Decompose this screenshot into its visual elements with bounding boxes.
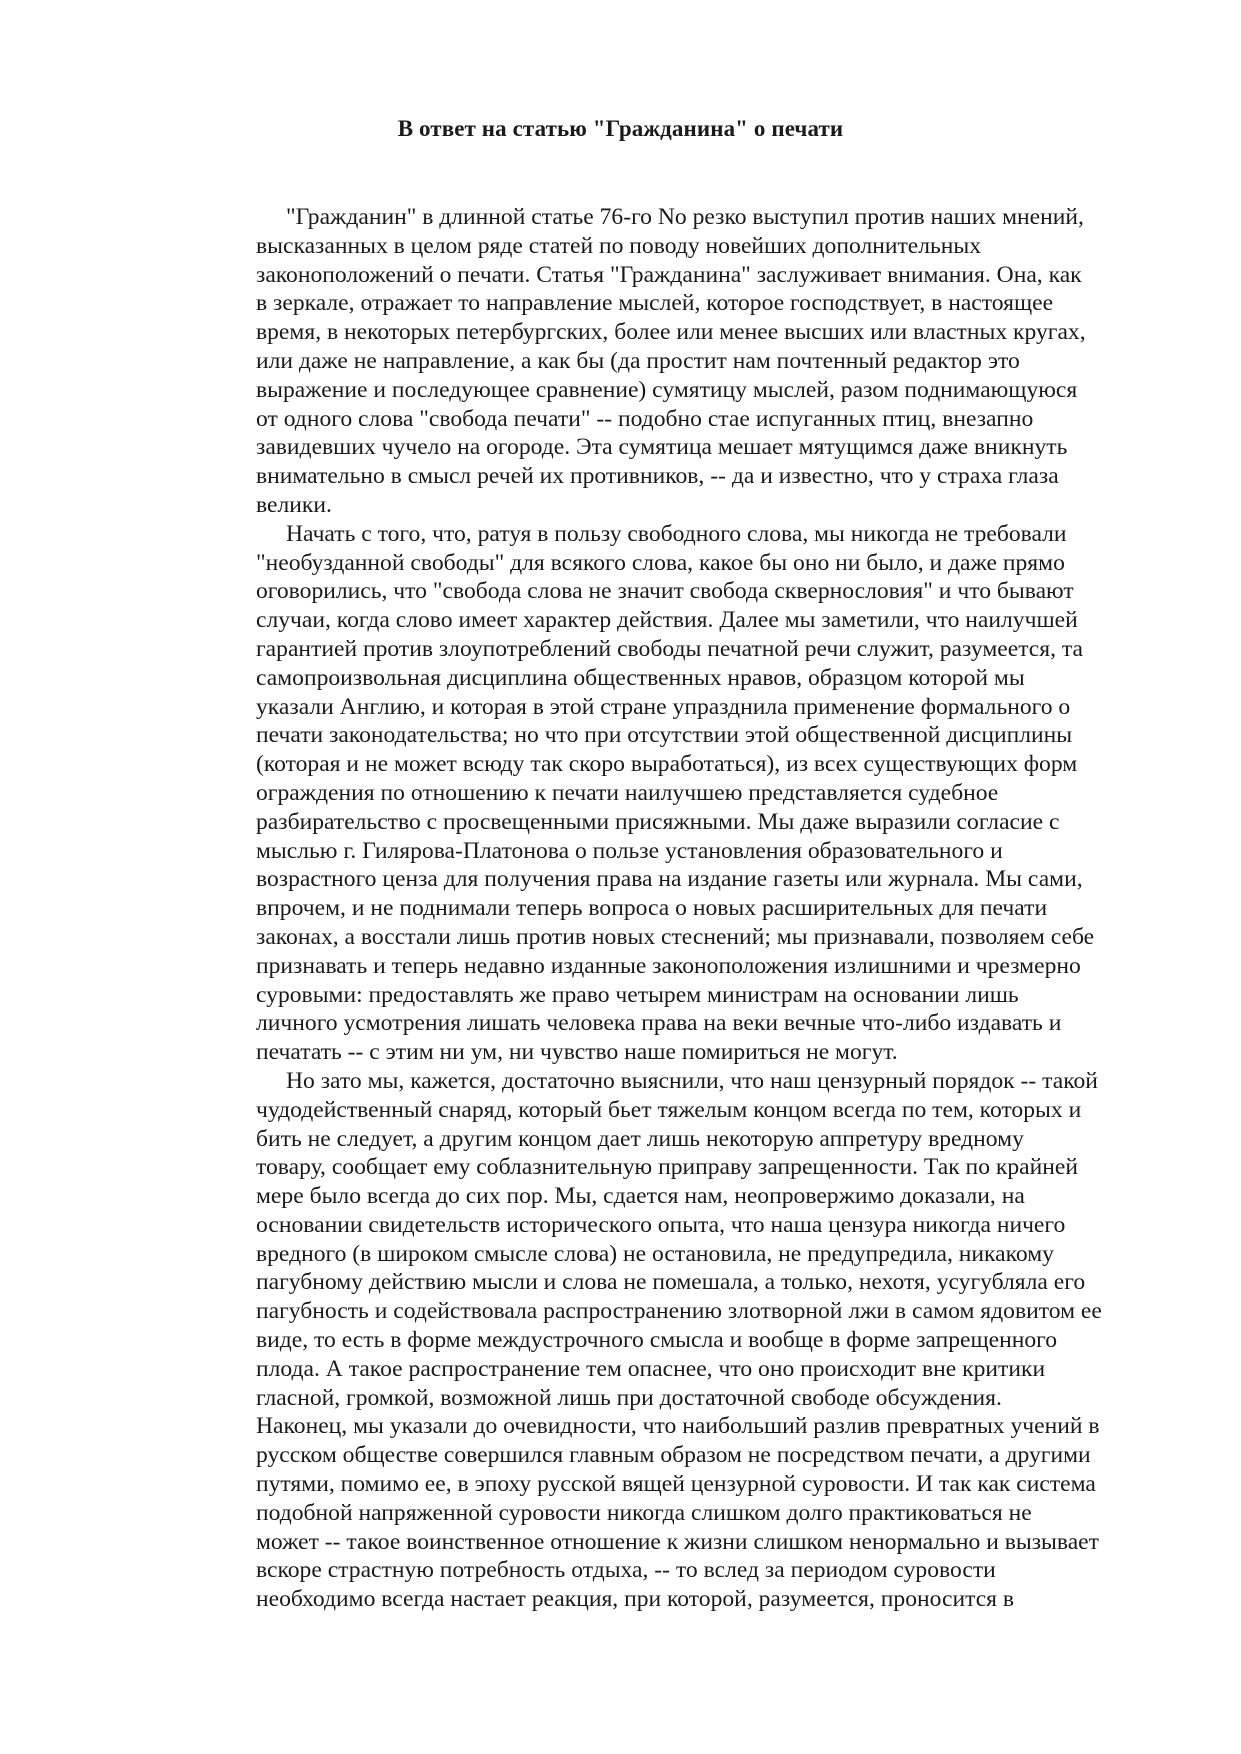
text-line: в зеркале, отражает то направление мыслей, которое господствует, в настоящее <box>256 290 1054 317</box>
text-line: мыслью г. Гилярова-Платонова о пользе установления образовательного и <box>256 837 1003 864</box>
text-line: бить не следует, а другим концом дает лишь некоторую аппретуру вредному <box>256 1125 1024 1152</box>
text-line: внимательно в смысл речей их противников, -- да и известно, что у страха глаза <box>256 463 1059 490</box>
text-line: основании свидетельств исторического опыта, что наша цензура никогда ничего <box>256 1211 1066 1238</box>
text-line: (которая и не может всюду так скоро выработаться), из всех существующих форм <box>256 751 1078 778</box>
text-line: личного усмотрения лишать человека права на веки вечные что-либо издавать и <box>256 1010 1062 1037</box>
text-line: высказанных в целом ряде статей по поводу новейших дополнительных <box>256 232 982 259</box>
text-line: Наконец, мы указали до очевидности, что наибольший разлив превратных учений в <box>256 1413 1100 1440</box>
document-title: В ответ на статью "Гражданина" о печати <box>397 116 844 141</box>
text-line: путями, помимо ее, в эпоху русской вящей цензурной суровости. И так как система <box>256 1471 1096 1498</box>
text-line: ограждения по отношению к печати наилучшею представляется судебное <box>256 779 999 806</box>
text-line: оговорились, что "свобода слова не значит свобода сквернословия" и что бывают <box>256 578 1074 605</box>
text-line: завидевших чучело на огороде. Эта сумятица мешает мятущимся даже вникнуть <box>256 434 1068 461</box>
text-line: законоположений о печати. Статья "Гражданина" заслуживает внимания. Она, как <box>256 261 1082 288</box>
paragraph <box>256 520 1166 1067</box>
text-line: Начать с того, что, ратуя в пользу свободного слова, мы никогда не требовали <box>286 520 1067 547</box>
text-line: или даже не направление, а как бы (да простит нам почтенный редактор это <box>256 347 1020 374</box>
text-line: законах, а восстали лишь против новых стеснений; мы признавали, позволяем себе <box>256 923 1095 950</box>
text-line: гласной, громкой, возможной лишь при достаточной свободе обсуждения. <box>256 1384 1002 1411</box>
text-line: случаи, когда слово имеет характер действия. Далее мы заметили, что наилучшей <box>256 607 1078 634</box>
text-line: пагубному действию мысли и слова не помешала, а только, нехотя, усугубляла его <box>256 1269 1086 1296</box>
text-line: необходимо всегда настает реакция, при которой, разумеется, проносится в <box>256 1586 1015 1613</box>
text-line: "Гражданин" в длинной статье 76-го No резко выступил против наших мнений, <box>286 204 1084 230</box>
text-line: Но зато мы, кажется, достаточно выяснили, что наш цензурный порядок -- такой <box>286 1067 1098 1094</box>
text-line: может -- такое воинственное отношение к жизни слишком ненормально и вызывает <box>256 1528 1099 1555</box>
text-line: самопроизвольная дисциплина общественных нравов, образцом которой мы <box>256 664 1025 691</box>
text-line: пагубность и содействовала распространению злотворной лжи в самом ядовитом ее <box>256 1298 1102 1325</box>
text-line: мере было всегда до сих пор. Мы, сдается нам, неопровержимо доказали, на <box>256 1183 1025 1210</box>
text-line: от одного слова "свобода печати" -- подобно стае испуганных птиц, внезапно <box>256 405 1034 432</box>
text-line: велики. <box>256 491 332 518</box>
text-line: впрочем, и не поднимали теперь вопроса о новых расширительных для печати <box>256 895 1048 922</box>
text-line: русском обществе совершился главным образом не посредством печати, а другими <box>256 1442 1091 1469</box>
text-line: товару, сообщает ему соблазнительную приправу запрещенности. Так по крайней <box>256 1154 1078 1181</box>
text-line: вредного (в широком смысле слова) не остановила, не предупредила, никакому <box>256 1240 1054 1267</box>
text-line: время, в некоторых петербургских, более или менее высших или властных кругах, <box>256 319 1086 346</box>
paragraph <box>256 203 1166 520</box>
text-line: печатать -- с этим ни ум, ни чувство наше помириться не могут. <box>256 1039 898 1066</box>
text-line: признавать и теперь недавно изданные законоположения излишними и чрезмерно <box>256 952 1081 979</box>
text-line: гарантией против злоупотреблений свободы печатной речи служит, разумеется, та <box>256 635 1084 662</box>
text-line: печати законодательства; но что при отсутствии этой общественной дисциплины <box>256 722 1073 749</box>
text-line: виде, то есть в форме междустрочного смысла и вообще в форме запрещенного <box>256 1327 1058 1354</box>
text-line: подобной напряженной суровости никогда слишком долго практиковаться не <box>256 1499 1032 1526</box>
text-line: "необузданной свободы" для всякого слова, какое бы оно ни было, и даже прямо <box>256 549 1065 576</box>
document-body <box>256 203 1166 1614</box>
text-line: выражение и последующее сравнение) сумятицу мыслей, разом поднимающуюся <box>256 376 1078 403</box>
text-line: указали Англию, и которая в этой стране упразднила применение формального о <box>256 693 1071 720</box>
text-line: вскоре страстную потребность отдыха, -- то вслед за периодом суровости <box>256 1557 996 1584</box>
text-line: суровыми: предоставлять же право четырем министрам на основании лишь <box>256 981 1019 1008</box>
text-line: разбирательство с просвещенными присяжными. Мы даже выразили согласие с <box>256 808 1060 835</box>
paragraph <box>256 1067 1166 1614</box>
text-line: чудодейственный снаряд, который бьет тяжелым концом всегда по тем, которых и <box>256 1096 1082 1123</box>
text-line: возрастного ценза для получения права на издание газеты или журнала. Мы сами, <box>256 866 1083 893</box>
text-line: плода. А такое распространение тем опаснее, что оно происходит вне критики <box>256 1355 1046 1382</box>
